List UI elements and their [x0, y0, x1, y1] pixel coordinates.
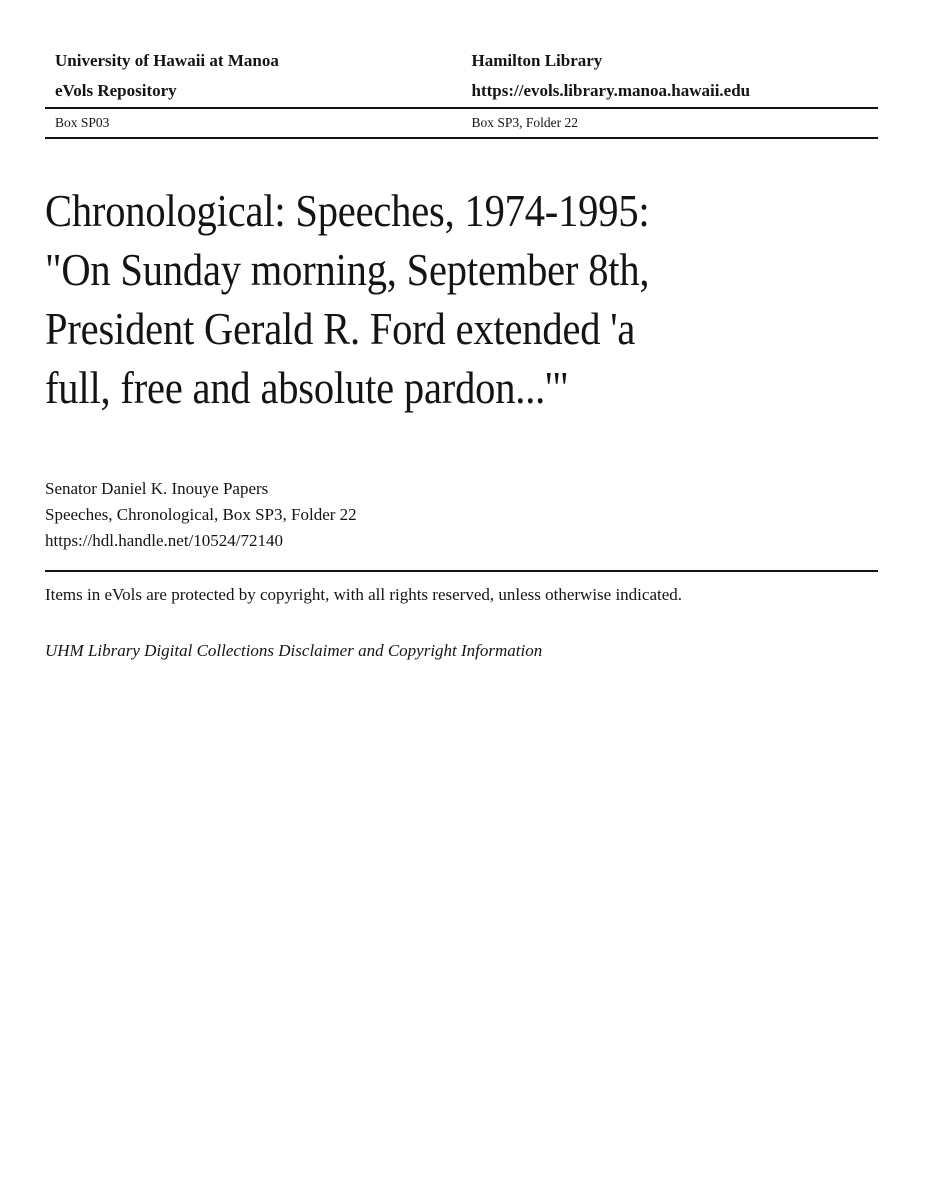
rights-statement: Items in eVols are protected by copyright, with all rights reserved, unless otherwise indicated. — [45, 585, 683, 604]
collection-name: Senator Daniel K. Inouye Papers — [45, 479, 269, 498]
document-title-line: "On Sunday morning, September 8th, — [45, 245, 650, 295]
letterhead-right-cell — [462, 46, 879, 106]
box-folder-label: Box SP3, Folder 22 — [471, 115, 579, 130]
repository-name: eVols Repository — [55, 81, 177, 100]
institution-name: University of Hawaii at Manoa — [55, 51, 279, 70]
document-title-line: President Gerald R. Ford extended 'a — [45, 304, 636, 354]
handle-url-link[interactable]: https://hdl.handle.net/10524/72140 — [45, 531, 283, 550]
letterhead-left-cell — [45, 46, 462, 106]
library-name: Hamilton Library — [471, 51, 603, 70]
document-title-line: full, free and absolute pardon...'" — [45, 363, 569, 413]
disclaimer-copyright-link[interactable]: UHM Library Digital Collections Disclaimer and Copyright Information — [45, 641, 543, 660]
document-title — [45, 182, 873, 418]
box-info-row — [45, 109, 878, 139]
series-info: Speeches, Chronological, Box SP3, Folder 22 — [45, 505, 357, 524]
divider-rule — [45, 570, 878, 572]
document-title-line: Chronological: Speeches, 1974-1995: — [45, 186, 650, 236]
letterhead-header-row — [45, 46, 878, 109]
metadata-block — [45, 476, 357, 554]
box-label: Box SP03 — [55, 115, 110, 130]
repository-url: https://evols.library.manoa.hawaii.edu — [471, 81, 751, 100]
letterhead-table — [45, 46, 878, 139]
